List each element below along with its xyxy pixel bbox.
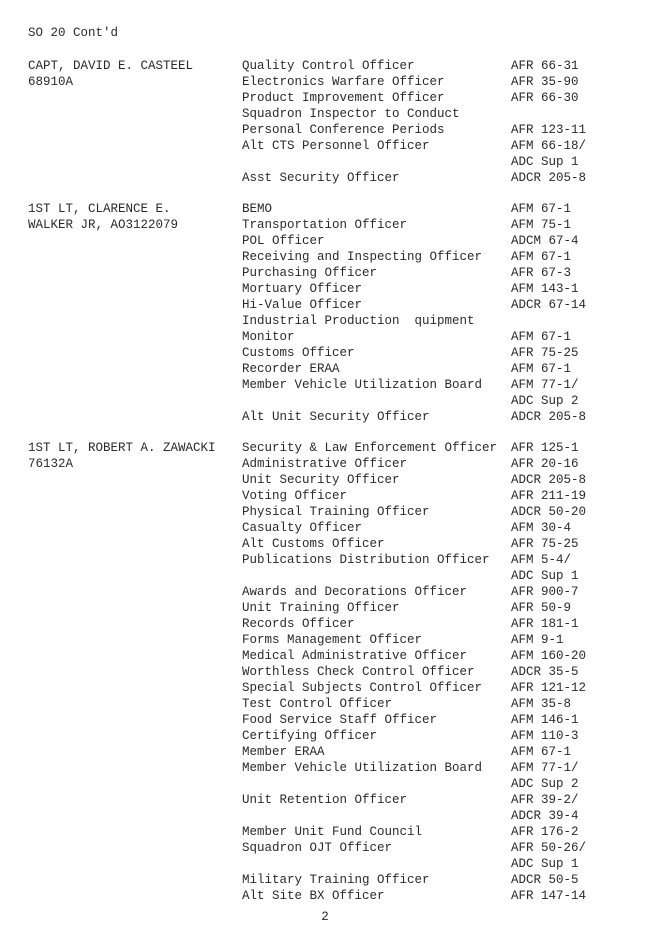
duty-title: Voting Officer <box>242 489 348 503</box>
duty-row <box>242 409 637 425</box>
duty-title: Alt CTS Personnel Officer <box>242 139 430 153</box>
duty-row <box>242 664 637 680</box>
duty-title: BEMO <box>242 202 273 216</box>
duty-row <box>242 488 637 504</box>
duty-title: Industrial Production quipment <box>242 314 475 328</box>
regulation-reference: AFM 9-1 <box>511 633 564 647</box>
duty-row <box>242 600 637 616</box>
regulation-reference: AFM 35-8 <box>511 697 572 711</box>
regulation-reference: ADCR 67-14 <box>511 298 587 312</box>
regulation-reference: ADCR 50-5 <box>511 873 579 887</box>
duty-title: Customs Officer <box>242 346 355 360</box>
page-number: 2 <box>321 910 329 924</box>
duty-row <box>242 776 637 792</box>
duty-row <box>242 440 637 456</box>
duty-title: Squadron OJT Officer <box>242 841 393 855</box>
duty-row <box>242 632 637 648</box>
duty-row <box>242 265 637 281</box>
duty-title: POL Officer <box>242 234 325 248</box>
regulation-reference: AFM 30-4 <box>511 521 572 535</box>
duty-title: Unit Retention Officer <box>242 793 408 807</box>
duty-title: Personal Conference Periods <box>242 123 445 137</box>
duty-row <box>242 760 637 776</box>
duty-row <box>242 361 637 377</box>
duty-row <box>242 472 637 488</box>
duty-row <box>242 552 637 568</box>
duty-title: Certifying Officer <box>242 729 378 743</box>
regulation-reference: AFR 39-2/ <box>511 793 579 807</box>
duty-row <box>242 728 637 744</box>
regulation-reference: AFM 160-20 <box>511 649 587 663</box>
duty-title: Quality Control Officer <box>242 59 415 73</box>
regulation-reference: AFR 121-12 <box>511 681 587 695</box>
duty-title: Electronics Warfare Officer <box>242 75 445 89</box>
duty-title: Hi-Value Officer <box>242 298 363 312</box>
duty-title: Member Vehicle Utilization Board <box>242 378 483 392</box>
duty-row <box>242 808 637 824</box>
duty-row <box>242 58 637 74</box>
regulation-reference: ADCR 35-5 <box>511 665 579 679</box>
duty-row <box>242 249 637 265</box>
duty-row <box>242 170 637 186</box>
regulation-reference: AFM 77-1/ <box>511 378 579 392</box>
duty-row <box>242 856 637 872</box>
regulation-reference: AFR 75-25 <box>511 537 579 551</box>
regulation-reference: AFR 123-11 <box>511 123 587 137</box>
regulation-reference: AFM 67-1 <box>511 202 572 216</box>
officer-name-line: CAPT, DAVID E. CASTEEL <box>28 59 194 73</box>
duty-row <box>242 90 637 106</box>
duty-row <box>242 744 637 760</box>
duty-title: Purchasing Officer <box>242 266 378 280</box>
officer-name <box>28 201 178 233</box>
duty-row <box>242 504 637 520</box>
duty-row <box>242 456 637 472</box>
duty-title: Records Officer <box>242 617 355 631</box>
duty-row <box>242 345 637 361</box>
duty-title: Member Vehicle Utilization Board <box>242 761 483 775</box>
duty-row <box>242 313 637 329</box>
regulation-reference: AFR 66-31 <box>511 59 579 73</box>
duty-row <box>242 201 637 217</box>
duty-title: Alt Unit Security Officer <box>242 410 430 424</box>
duty-row <box>242 74 637 90</box>
duty-title: Worthless Check Control Officer <box>242 665 475 679</box>
duty-title: Administrative Officer <box>242 457 408 471</box>
regulation-reference: AFM 77-1/ <box>511 761 579 775</box>
duty-row <box>242 217 637 233</box>
regulation-reference: AFR 75-25 <box>511 346 579 360</box>
duty-row <box>242 888 637 904</box>
regulation-reference: AFR 176-2 <box>511 825 579 839</box>
duty-title: Receiving and Inspecting Officer <box>242 250 483 264</box>
duty-title: Physical Training Officer <box>242 505 430 519</box>
duty-title: Alt Customs Officer <box>242 537 385 551</box>
duty-row <box>242 393 637 409</box>
officer-name-line: WALKER JR, AO3122079 <box>28 218 179 232</box>
regulation-reference: AFM 110-3 <box>511 729 579 743</box>
officer-name <box>28 440 216 472</box>
duty-row <box>242 648 637 664</box>
duty-title: Medical Administrative Officer <box>242 649 468 663</box>
duty-title: Squadron Inspector to Conduct <box>242 107 460 121</box>
regulation-reference: AFM 66-18/ <box>511 139 587 153</box>
regulation-reference: ADC Sup 1 <box>511 857 579 871</box>
duty-row <box>242 568 637 584</box>
regulation-reference: AFR 147-14 <box>511 889 587 903</box>
regulation-reference: ADCR 205-8 <box>511 410 587 424</box>
duty-title: Asst Security Officer <box>242 171 400 185</box>
duty-title: Food Service Staff Officer <box>242 713 438 727</box>
regulation-reference: AFR 67-3 <box>511 266 572 280</box>
regulation-reference: ADCR 39-4 <box>511 809 579 823</box>
duty-title: Military Training Officer <box>242 873 430 887</box>
duty-row <box>242 680 637 696</box>
regulation-reference: AFM 67-1 <box>511 745 572 759</box>
regulation-reference: AFR 35-90 <box>511 75 579 89</box>
regulation-reference: AFR 125-1 <box>511 441 579 455</box>
duty-row <box>242 840 637 856</box>
page-header: SO 20 Cont'd <box>28 26 119 40</box>
duty-title: Recorder ERAA <box>242 362 340 376</box>
duty-row <box>242 584 637 600</box>
regulation-reference: AFR 181-1 <box>511 617 579 631</box>
duty-title: Special Subjects Control Officer <box>242 681 483 695</box>
duty-title: Awards and Decorations Officer <box>242 585 468 599</box>
duty-row <box>242 297 637 313</box>
duty-row <box>242 696 637 712</box>
regulation-reference: AFM 5-4/ <box>511 553 572 567</box>
duty-title: Publications Distribution Officer <box>242 553 490 567</box>
duty-row <box>242 520 637 536</box>
officer-name <box>28 58 193 90</box>
duty-title: Security & Law Enforcement Officer <box>242 441 498 455</box>
duty-title: Alt Site BX Officer <box>242 889 385 903</box>
officer-name-line: 76132A <box>28 457 74 471</box>
regulation-reference: AFM 67-1 <box>511 330 572 344</box>
regulation-reference: ADCR 205-8 <box>511 473 587 487</box>
regulation-reference: ADCM 67-4 <box>511 234 579 248</box>
duty-row <box>242 712 637 728</box>
regulation-reference: AFR 20-16 <box>511 457 579 471</box>
duty-row <box>242 122 637 138</box>
duty-title: Mortuary Officer <box>242 282 363 296</box>
duty-title: Monitor <box>242 330 295 344</box>
duty-title: Forms Management Officer <box>242 633 423 647</box>
duty-row <box>242 377 637 393</box>
duty-row <box>242 281 637 297</box>
regulation-reference: AFM 75-1 <box>511 218 572 232</box>
regulation-reference: ADCR 50-20 <box>511 505 587 519</box>
duty-row <box>242 792 637 808</box>
regulation-reference: AFM 67-1 <box>511 362 572 376</box>
duty-row <box>242 233 637 249</box>
regulation-reference: AFR 900-7 <box>511 585 579 599</box>
duty-title: Product Improvement Officer <box>242 91 445 105</box>
regulation-reference: AFR 66-30 <box>511 91 579 105</box>
duty-row <box>242 824 637 840</box>
officer-name-line: 1ST LT, CLARENCE E. <box>28 202 171 216</box>
duty-row <box>242 536 637 552</box>
duty-title: Casualty Officer <box>242 521 363 535</box>
duty-title: Test Control Officer <box>242 697 393 711</box>
duty-row <box>242 138 637 154</box>
duty-title: Unit Training Officer <box>242 601 400 615</box>
duty-title: Member ERAA <box>242 745 325 759</box>
duty-title: Unit Security Officer <box>242 473 400 487</box>
regulation-reference: ADC Sup 2 <box>511 394 579 408</box>
regulation-reference: ADCR 205-8 <box>511 171 587 185</box>
regulation-reference: AFR 50-9 <box>511 601 572 615</box>
regulation-reference: ADC Sup 1 <box>511 155 579 169</box>
duty-row <box>242 329 637 345</box>
duty-title: Member Unit Fund Council <box>242 825 423 839</box>
regulation-reference: ADC Sup 1 <box>511 569 579 583</box>
duty-row <box>242 154 637 170</box>
regulation-reference: AFM 67-1 <box>511 250 572 264</box>
duty-row <box>242 616 637 632</box>
regulation-reference: AFR 50-26/ <box>511 841 587 855</box>
regulation-reference: ADC Sup 2 <box>511 777 579 791</box>
regulation-reference: AFM 146-1 <box>511 713 579 727</box>
regulation-reference: AFM 143-1 <box>511 282 579 296</box>
officer-name-line: 1ST LT, ROBERT A. ZAWACKI <box>28 441 216 455</box>
duty-row <box>242 872 637 888</box>
duty-row <box>242 106 637 122</box>
regulation-reference: AFR 211-19 <box>511 489 587 503</box>
duty-title: Transportation Officer <box>242 218 408 232</box>
officer-name-line: 68910A <box>28 75 74 89</box>
